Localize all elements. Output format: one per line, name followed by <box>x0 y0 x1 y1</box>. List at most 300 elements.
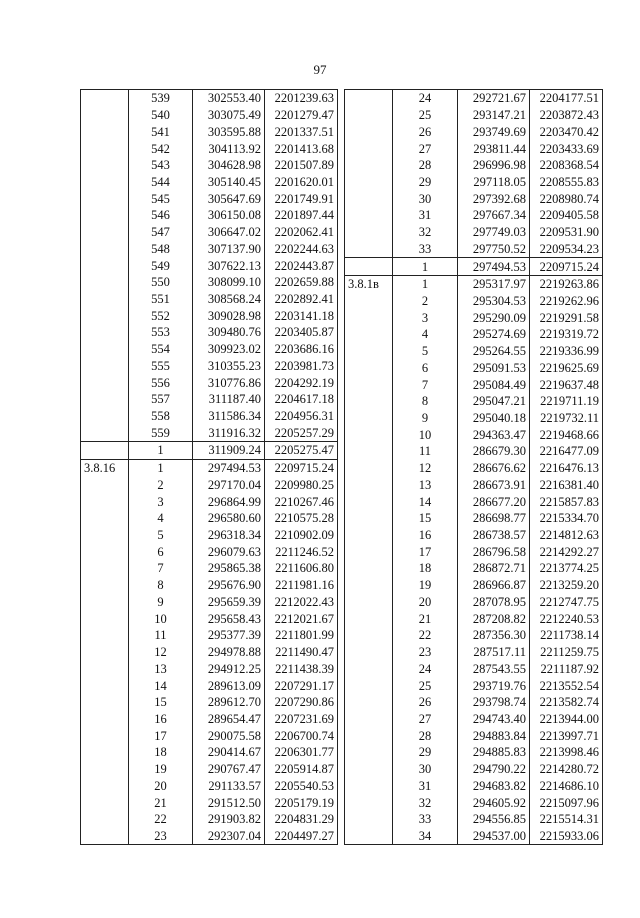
section-cell <box>81 794 129 811</box>
section-cell: 3.8.16 <box>81 459 129 476</box>
table-row <box>81 408 338 425</box>
section-cell: 3.8.1в <box>345 275 393 292</box>
point-number-cell: 11 <box>129 627 193 644</box>
point-number-cell: 18 <box>129 744 193 761</box>
x-coordinate-cell: 295084.49 <box>458 376 530 393</box>
section-cell <box>81 341 129 358</box>
section-cell <box>345 426 393 443</box>
x-coordinate-cell: 306150.08 <box>193 207 265 224</box>
section-cell <box>345 309 393 326</box>
table-row <box>81 358 338 375</box>
x-coordinate-cell: 294556.85 <box>458 811 530 828</box>
y-coordinate-cell: 2205275.47 <box>265 442 338 460</box>
point-number-cell: 554 <box>129 341 193 358</box>
section-cell <box>81 493 129 510</box>
point-number-cell: 553 <box>129 324 193 341</box>
x-coordinate-cell: 311916.32 <box>193 424 265 441</box>
point-number-cell: 17 <box>129 727 193 744</box>
y-coordinate-cell: 2201507.89 <box>265 157 338 174</box>
y-coordinate-cell: 2210902.09 <box>265 527 338 544</box>
y-coordinate-cell: 2203433.69 <box>530 140 603 157</box>
point-number-cell: 17 <box>393 543 458 560</box>
section-cell <box>81 560 129 577</box>
point-number-cell: 15 <box>393 510 458 527</box>
y-coordinate-cell: 2211246.52 <box>265 543 338 560</box>
x-coordinate-cell: 286796.58 <box>458 543 530 560</box>
table-row <box>345 644 603 661</box>
x-coordinate-cell: 293147.21 <box>458 107 530 124</box>
table-row <box>81 477 338 494</box>
x-coordinate-cell: 297170.04 <box>193 477 265 494</box>
section-cell <box>345 343 393 360</box>
point-number-cell: 541 <box>129 123 193 140</box>
table-row <box>345 560 603 577</box>
table-row <box>345 140 603 157</box>
x-coordinate-cell: 295676.90 <box>193 577 265 594</box>
x-coordinate-cell: 296079.63 <box>193 543 265 560</box>
table-row <box>345 777 603 794</box>
section-cell <box>345 258 393 276</box>
table-row <box>81 761 338 778</box>
table-row <box>81 711 338 728</box>
x-coordinate-cell: 295047.21 <box>458 393 530 410</box>
x-coordinate-cell: 305140.45 <box>193 174 265 191</box>
table-row <box>345 258 603 276</box>
x-coordinate-cell: 307137.90 <box>193 240 265 257</box>
y-coordinate-cell: 2215334.70 <box>530 510 603 527</box>
table-row <box>81 424 338 441</box>
point-number-cell: 30 <box>393 761 458 778</box>
x-coordinate-cell: 302553.40 <box>193 90 265 107</box>
x-coordinate-cell: 289654.47 <box>193 711 265 728</box>
table-row <box>81 744 338 761</box>
y-coordinate-cell: 2204617.18 <box>265 391 338 408</box>
point-number-cell: 8 <box>393 393 458 410</box>
point-number-cell: 5 <box>393 343 458 360</box>
section-cell <box>81 744 129 761</box>
y-coordinate-cell: 2201239.63 <box>265 90 338 107</box>
x-coordinate-cell: 286966.87 <box>458 577 530 594</box>
point-number-cell: 21 <box>393 610 458 627</box>
y-coordinate-cell: 2208980.74 <box>530 190 603 207</box>
table-row <box>345 90 603 107</box>
table-row <box>81 493 338 510</box>
point-number-cell: 2 <box>393 293 458 310</box>
x-coordinate-cell: 287517.11 <box>458 644 530 661</box>
section-cell <box>81 677 129 694</box>
section-cell <box>81 157 129 174</box>
section-cell <box>81 527 129 544</box>
point-number-cell: 15 <box>129 694 193 711</box>
table-row <box>345 240 603 257</box>
x-coordinate-cell: 295377.39 <box>193 627 265 644</box>
table-row <box>345 677 603 694</box>
table-row <box>81 777 338 794</box>
section-cell <box>81 324 129 341</box>
y-coordinate-cell: 2219263.86 <box>530 275 603 292</box>
point-number-cell: 19 <box>393 577 458 594</box>
table-row <box>81 341 338 358</box>
x-coordinate-cell: 286677.20 <box>458 493 530 510</box>
y-coordinate-cell: 2211606.80 <box>265 560 338 577</box>
section-cell <box>81 777 129 794</box>
y-coordinate-cell: 2209405.58 <box>530 207 603 224</box>
x-coordinate-cell: 295274.69 <box>458 326 530 343</box>
point-number-cell: 548 <box>129 240 193 257</box>
x-coordinate-cell: 296996.98 <box>458 157 530 174</box>
table-row <box>345 343 603 360</box>
section-cell <box>345 157 393 174</box>
y-coordinate-cell: 2219319.72 <box>530 326 603 343</box>
y-coordinate-cell: 2216476.13 <box>530 460 603 477</box>
section-cell <box>81 761 129 778</box>
x-coordinate-cell: 309028.98 <box>193 307 265 324</box>
x-coordinate-cell: 294883.84 <box>458 727 530 744</box>
x-coordinate-cell: 297494.53 <box>458 258 530 276</box>
point-number-cell: 552 <box>129 307 193 324</box>
y-coordinate-cell: 2214280.72 <box>530 761 603 778</box>
table-row <box>345 527 603 544</box>
section-cell <box>81 577 129 594</box>
y-coordinate-cell: 2212240.53 <box>530 610 603 627</box>
section-cell <box>81 107 129 124</box>
point-number-cell: 21 <box>129 794 193 811</box>
section-cell <box>81 224 129 241</box>
point-number-cell: 12 <box>129 644 193 661</box>
section-cell <box>345 477 393 494</box>
x-coordinate-cell: 307622.13 <box>193 257 265 274</box>
table-row <box>81 594 338 611</box>
y-coordinate-cell: 2203405.87 <box>265 324 338 341</box>
x-coordinate-cell: 303075.49 <box>193 107 265 124</box>
x-coordinate-cell: 294978.88 <box>193 644 265 661</box>
point-number-cell: 6 <box>393 360 458 377</box>
y-coordinate-cell: 2219336.99 <box>530 343 603 360</box>
x-coordinate-cell: 286738.57 <box>458 527 530 544</box>
section-cell <box>81 594 129 611</box>
table-row <box>81 543 338 560</box>
table-row <box>81 442 338 460</box>
section-cell <box>345 174 393 191</box>
point-number-cell: 10 <box>393 426 458 443</box>
table-row <box>345 477 603 494</box>
point-number-cell: 1 <box>393 275 458 292</box>
section-cell <box>81 240 129 257</box>
point-number-cell: 14 <box>129 677 193 694</box>
x-coordinate-cell: 304113.92 <box>193 140 265 157</box>
y-coordinate-cell: 2216477.09 <box>530 443 603 460</box>
point-number-cell: 559 <box>129 424 193 441</box>
section-cell <box>81 374 129 391</box>
point-number-cell: 16 <box>393 527 458 544</box>
table-row <box>81 307 338 324</box>
section-cell <box>81 291 129 308</box>
table-row <box>345 443 603 460</box>
section-cell <box>81 543 129 560</box>
table-row <box>81 660 338 677</box>
section-cell <box>345 140 393 157</box>
y-coordinate-cell: 2219625.69 <box>530 360 603 377</box>
point-number-cell: 28 <box>393 157 458 174</box>
y-coordinate-cell: 2215514.31 <box>530 811 603 828</box>
x-coordinate-cell: 291512.50 <box>193 794 265 811</box>
x-coordinate-cell: 289612.70 <box>193 694 265 711</box>
point-number-cell: 33 <box>393 240 458 257</box>
point-number-cell: 27 <box>393 140 458 157</box>
x-coordinate-cell: 295040.18 <box>458 410 530 427</box>
y-coordinate-cell: 2213259.20 <box>530 577 603 594</box>
point-number-cell: 32 <box>393 794 458 811</box>
y-coordinate-cell: 2207290.86 <box>265 694 338 711</box>
y-coordinate-cell: 2209980.25 <box>265 477 338 494</box>
point-number-cell: 547 <box>129 224 193 241</box>
table-row <box>81 324 338 341</box>
section-cell <box>81 644 129 661</box>
point-number-cell: 10 <box>129 610 193 627</box>
point-number-cell: 30 <box>393 190 458 207</box>
x-coordinate-cell: 293811.44 <box>458 140 530 157</box>
section-cell <box>345 594 393 611</box>
y-coordinate-cell: 2215933.06 <box>530 828 603 845</box>
table-row <box>345 794 603 811</box>
table-row <box>81 291 338 308</box>
section-cell <box>345 761 393 778</box>
table-row <box>81 610 338 627</box>
y-coordinate-cell: 2203686.16 <box>265 341 338 358</box>
y-coordinate-cell: 2212022.43 <box>265 594 338 611</box>
x-coordinate-cell: 309923.02 <box>193 341 265 358</box>
table-row <box>81 811 338 828</box>
x-coordinate-cell: 297392.68 <box>458 190 530 207</box>
x-coordinate-cell: 308099.10 <box>193 274 265 291</box>
point-number-cell: 24 <box>393 90 458 107</box>
y-coordinate-cell: 2208368.54 <box>530 157 603 174</box>
x-coordinate-cell: 293798.74 <box>458 694 530 711</box>
y-coordinate-cell: 2201897.44 <box>265 207 338 224</box>
point-number-cell: 7 <box>129 560 193 577</box>
table-row <box>81 560 338 577</box>
y-coordinate-cell: 2204497.27 <box>265 828 338 845</box>
point-number-cell: 16 <box>129 711 193 728</box>
x-coordinate-cell: 287208.82 <box>458 610 530 627</box>
y-coordinate-cell: 2202062.41 <box>265 224 338 241</box>
y-coordinate-cell: 2211801.99 <box>265 627 338 644</box>
point-number-cell: 539 <box>129 90 193 107</box>
y-coordinate-cell: 2209531.90 <box>530 224 603 241</box>
point-number-cell: 4 <box>129 510 193 527</box>
section-cell <box>81 424 129 441</box>
x-coordinate-cell: 294743.40 <box>458 711 530 728</box>
table-row <box>345 694 603 711</box>
section-cell <box>81 391 129 408</box>
point-number-cell: 25 <box>393 107 458 124</box>
point-number-cell: 7 <box>393 376 458 393</box>
section-cell <box>345 727 393 744</box>
table-row <box>345 727 603 744</box>
left-coordinate-table <box>80 89 338 845</box>
x-coordinate-cell: 294912.25 <box>193 660 265 677</box>
section-cell <box>81 123 129 140</box>
y-coordinate-cell: 2201620.01 <box>265 174 338 191</box>
y-coordinate-cell: 2211187.92 <box>530 660 603 677</box>
point-number-cell: 13 <box>129 660 193 677</box>
table-row <box>345 828 603 845</box>
section-cell <box>345 510 393 527</box>
section-cell <box>81 257 129 274</box>
y-coordinate-cell: 2201749.91 <box>265 190 338 207</box>
x-coordinate-cell: 303595.88 <box>193 123 265 140</box>
table-row <box>345 157 603 174</box>
section-cell <box>345 190 393 207</box>
x-coordinate-cell: 291133.57 <box>193 777 265 794</box>
x-coordinate-cell: 290767.47 <box>193 761 265 778</box>
point-number-cell: 31 <box>393 777 458 794</box>
x-coordinate-cell: 297118.05 <box>458 174 530 191</box>
point-number-cell: 557 <box>129 391 193 408</box>
y-coordinate-cell: 2201337.51 <box>265 123 338 140</box>
section-cell <box>345 711 393 728</box>
right-coordinate-table <box>344 89 603 845</box>
y-coordinate-cell: 2211490.47 <box>265 644 338 661</box>
point-number-cell: 22 <box>129 811 193 828</box>
section-cell <box>345 293 393 310</box>
section-cell <box>345 410 393 427</box>
x-coordinate-cell: 295659.39 <box>193 594 265 611</box>
section-cell <box>81 610 129 627</box>
point-number-cell: 2 <box>129 477 193 494</box>
table-row <box>81 240 338 257</box>
y-coordinate-cell: 2204956.31 <box>265 408 338 425</box>
section-cell <box>345 560 393 577</box>
section-cell <box>345 660 393 677</box>
point-number-cell: 32 <box>393 224 458 241</box>
y-coordinate-cell: 2204831.29 <box>265 811 338 828</box>
section-cell <box>81 358 129 375</box>
table-row <box>81 207 338 224</box>
point-number-cell: 22 <box>393 627 458 644</box>
x-coordinate-cell: 295290.09 <box>458 309 530 326</box>
section-cell <box>345 577 393 594</box>
x-coordinate-cell: 287356.30 <box>458 627 530 644</box>
table-row <box>81 190 338 207</box>
y-coordinate-cell: 2204292.19 <box>265 374 338 391</box>
point-number-cell: 34 <box>393 828 458 845</box>
point-number-cell: 546 <box>129 207 193 224</box>
table-row <box>81 644 338 661</box>
table-row <box>81 727 338 744</box>
x-coordinate-cell: 294683.82 <box>458 777 530 794</box>
table-row <box>345 426 603 443</box>
point-number-cell: 20 <box>129 777 193 794</box>
y-coordinate-cell: 2219468.66 <box>530 426 603 443</box>
section-cell <box>345 460 393 477</box>
point-number-cell: 25 <box>393 677 458 694</box>
point-number-cell: 11 <box>393 443 458 460</box>
table-row <box>81 174 338 191</box>
section-cell <box>345 543 393 560</box>
y-coordinate-cell: 2214292.27 <box>530 543 603 560</box>
y-coordinate-cell: 2213998.46 <box>530 744 603 761</box>
y-coordinate-cell: 2209715.24 <box>265 459 338 476</box>
point-number-cell: 13 <box>393 477 458 494</box>
x-coordinate-cell: 287543.55 <box>458 660 530 677</box>
table-row <box>81 459 338 476</box>
x-coordinate-cell: 294605.92 <box>458 794 530 811</box>
x-coordinate-cell: 296580.60 <box>193 510 265 527</box>
point-number-cell: 8 <box>129 577 193 594</box>
y-coordinate-cell: 2209534.23 <box>530 240 603 257</box>
x-coordinate-cell: 296864.99 <box>193 493 265 510</box>
table-row <box>345 174 603 191</box>
y-coordinate-cell: 2219262.96 <box>530 293 603 310</box>
y-coordinate-cell: 2205179.19 <box>265 794 338 811</box>
table-row <box>81 694 338 711</box>
y-coordinate-cell: 2202244.63 <box>265 240 338 257</box>
section-cell <box>345 123 393 140</box>
y-coordinate-cell: 2215857.83 <box>530 493 603 510</box>
y-coordinate-cell: 2219732.11 <box>530 410 603 427</box>
y-coordinate-cell: 2214812.63 <box>530 527 603 544</box>
section-cell <box>345 828 393 845</box>
point-number-cell: 9 <box>393 410 458 427</box>
table-row <box>81 107 338 124</box>
x-coordinate-cell: 286679.30 <box>458 443 530 460</box>
table-row <box>345 660 603 677</box>
y-coordinate-cell: 2216381.40 <box>530 477 603 494</box>
y-coordinate-cell: 2205540.53 <box>265 777 338 794</box>
point-number-cell: 3 <box>393 309 458 326</box>
x-coordinate-cell: 295865.38 <box>193 560 265 577</box>
point-number-cell: 27 <box>393 711 458 728</box>
y-coordinate-cell: 2212747.75 <box>530 594 603 611</box>
table-row <box>81 794 338 811</box>
section-cell <box>345 627 393 644</box>
x-coordinate-cell: 293719.76 <box>458 677 530 694</box>
x-coordinate-cell: 311909.24 <box>193 442 265 460</box>
section-cell <box>345 207 393 224</box>
table-row <box>81 828 338 845</box>
x-coordinate-cell: 310776.86 <box>193 374 265 391</box>
table-row <box>81 577 338 594</box>
x-coordinate-cell: 295304.53 <box>458 293 530 310</box>
y-coordinate-cell: 2202659.88 <box>265 274 338 291</box>
x-coordinate-cell: 310355.23 <box>193 358 265 375</box>
y-coordinate-cell: 2213552.54 <box>530 677 603 694</box>
section-cell <box>81 510 129 527</box>
table-row <box>81 90 338 107</box>
x-coordinate-cell: 292307.04 <box>193 828 265 845</box>
table-row <box>345 207 603 224</box>
table-row <box>81 123 338 140</box>
point-number-cell: 550 <box>129 274 193 291</box>
table-row <box>345 123 603 140</box>
point-number-cell: 5 <box>129 527 193 544</box>
y-coordinate-cell: 2219711.19 <box>530 393 603 410</box>
y-coordinate-cell: 2206700.74 <box>265 727 338 744</box>
section-cell <box>345 811 393 828</box>
x-coordinate-cell: 309480.76 <box>193 324 265 341</box>
x-coordinate-cell: 290414.67 <box>193 744 265 761</box>
y-coordinate-cell: 2214686.10 <box>530 777 603 794</box>
y-coordinate-cell: 2210575.28 <box>265 510 338 527</box>
y-coordinate-cell: 2203872.43 <box>530 107 603 124</box>
y-coordinate-cell: 2202443.87 <box>265 257 338 274</box>
x-coordinate-cell: 295264.55 <box>458 343 530 360</box>
x-coordinate-cell: 294790.22 <box>458 761 530 778</box>
section-cell <box>345 527 393 544</box>
x-coordinate-cell: 286872.71 <box>458 560 530 577</box>
y-coordinate-cell: 2213944.00 <box>530 711 603 728</box>
